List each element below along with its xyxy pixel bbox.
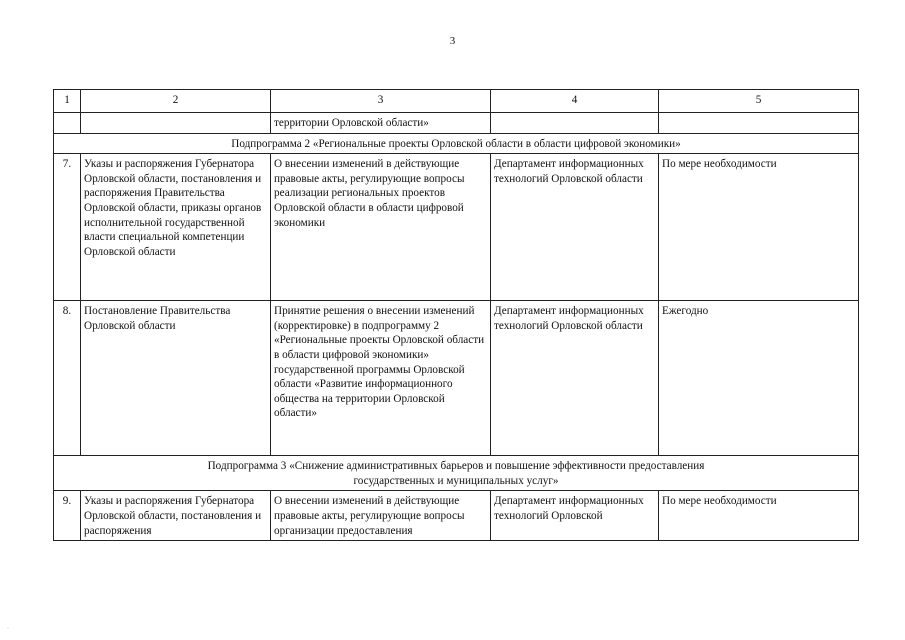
row-9-number: 9.: [54, 491, 81, 541]
scan-mark: ·: [7, 626, 9, 632]
row-7-term: По мере необходимости: [659, 154, 859, 301]
continuation-row: [54, 113, 859, 134]
continuation-content: территории Орловской области»: [271, 113, 491, 134]
row-8-document: Постановление Правительства Орловской области: [81, 301, 271, 456]
row-9-executor: Департамент информационных технологий Орловской: [491, 491, 659, 541]
row-7-executor: Департамент информационных технологий Орловской области: [491, 154, 659, 301]
header-col-3: 3: [271, 90, 491, 113]
subprogram-3-title-line-1: Подпрограмма 3 «Снижение административных барьеров и повышение эффективности предоставления: [207, 460, 705, 473]
continuation-executor: [491, 113, 659, 134]
row-8-content: Принятие решения о внесении изменений (корректировке) в подпрограмму 2 «Региональные проекты Орловской области в области цифровой экономики» государственной программы Орловской области «Развитие информационного общества на территории Орловской области»: [271, 301, 491, 456]
page-number: 3: [449, 35, 456, 47]
row-7-number: 7.: [54, 154, 81, 301]
measures-table: [53, 89, 859, 541]
row-8-term: Ежегодно: [659, 301, 859, 456]
continuation-doc: [81, 113, 271, 134]
header-col-4: 4: [491, 90, 659, 113]
table-row-8: [54, 301, 859, 456]
row-7-content: О внесении изменений в действующие правовые акты, регулирующие вопросы реализации региональных проектов Орловской области в области цифровой экономики: [271, 154, 491, 301]
row-7-document: Указы и распоряжения Губернатора Орловской области, постановления и распоряжения Правительства Орловской области, приказы органов исполнительной государственной власти специальной компетенции Орловской области: [81, 154, 271, 301]
row-9-term: По мере необходимости: [659, 491, 859, 541]
subprogram-3-title: [54, 456, 859, 491]
table-row-9: [54, 491, 859, 541]
subprogram-3-row: [54, 456, 859, 491]
header-row: [54, 90, 859, 113]
row-9-content: О внесении изменений в действующие правовые акты, регулирующие вопросы организации предоставления: [271, 491, 491, 541]
continuation-term: [659, 113, 859, 134]
table-row-7: [54, 154, 859, 301]
subprogram-3-title-line-2: государственных и муниципальных услуг»: [353, 474, 559, 487]
subprogram-2-title: Подпрограмма 2 «Региональные проекты Орловской области в области цифровой экономики»: [54, 133, 859, 154]
subprogram-2-row: [54, 133, 859, 154]
header-col-2: 2: [81, 90, 271, 113]
row-8-executor: Департамент информационных технологий Орловской области: [491, 301, 659, 456]
continuation-num: [54, 113, 81, 134]
row-9-document: Указы и распоряжения Губернатора Орловской области, постановления и распоряжения: [81, 491, 271, 541]
header-col-1: 1: [54, 90, 81, 113]
row-8-number: 8.: [54, 301, 81, 456]
header-col-5: 5: [659, 90, 859, 113]
